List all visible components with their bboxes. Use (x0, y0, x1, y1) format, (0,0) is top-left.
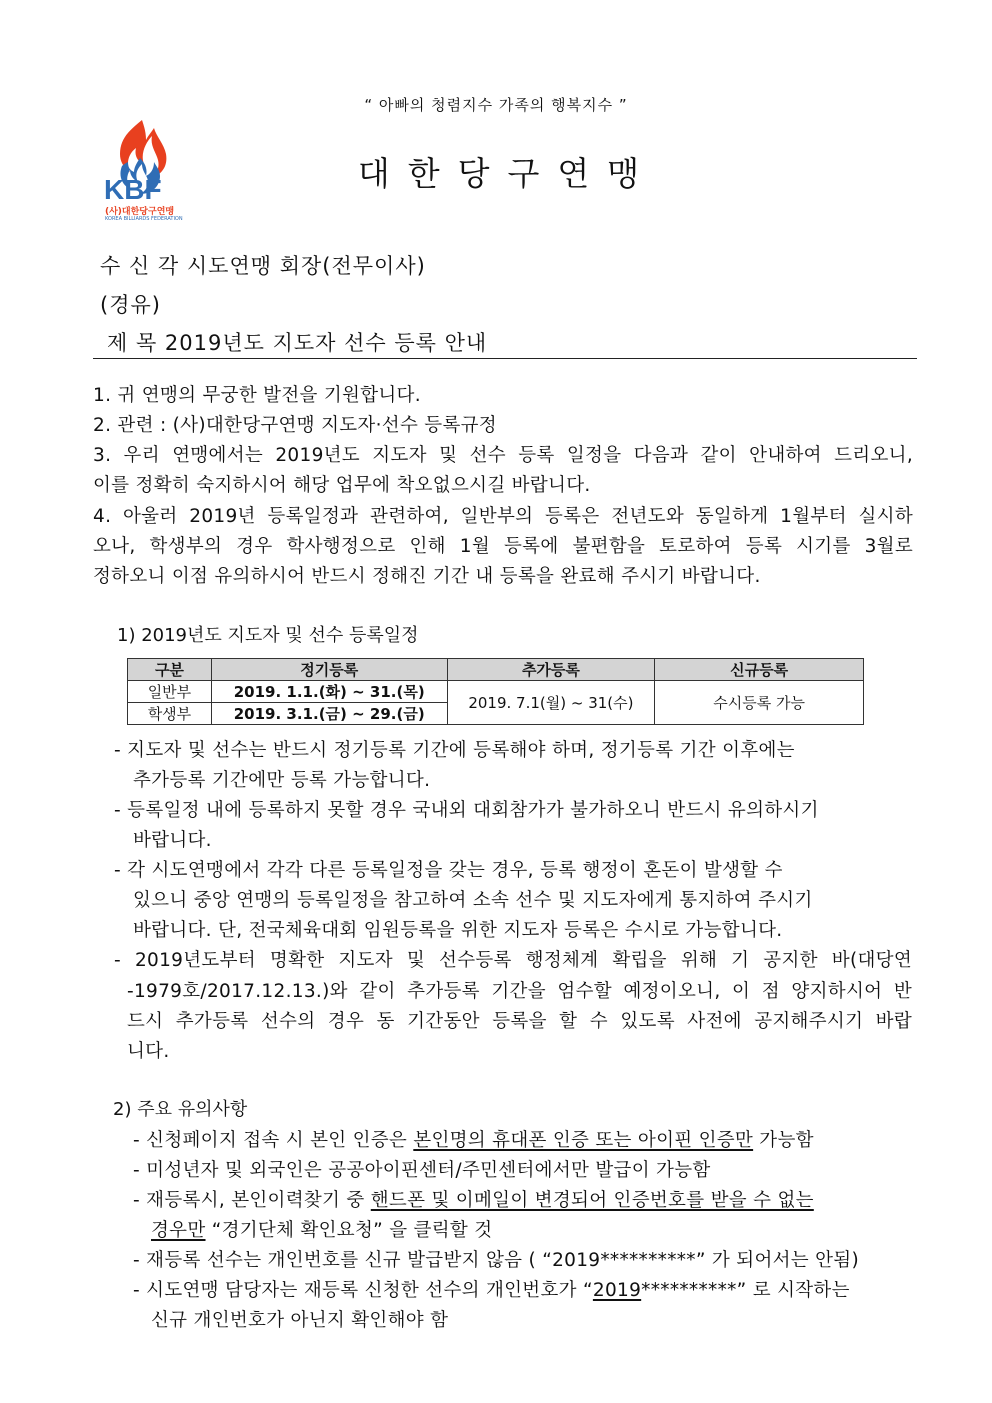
table-header-row (128, 659, 864, 681)
note-1-line-2: 추가등록 기간에만 등록 가능합니다. (133, 770, 431, 791)
caution-3-line-1 (133, 1186, 953, 1212)
note-4-line-3: 드시 추가등록 선수의 경우 동 기간동안 등록을 할 수 있도록 사전에 공지해주시기 바랍 (127, 1011, 912, 1032)
table-header: 추가등록 (447, 659, 655, 681)
table-header: 구분 (128, 659, 212, 681)
table-cell-additional: 2019. 7.1(월) ~ 31(수) (447, 681, 655, 725)
para-4-line-3: 정하오니 이점 유의하시어 반드시 정해진 기간 내 등록을 완료해 주시기 바랍니다. (93, 566, 761, 587)
note-1-line-1: - 지도자 및 선수는 반드시 정기등록 기간에 등록해야 하며, 정기등록 기간 이후에는 (114, 740, 795, 761)
table-header: 정기등록 (211, 659, 447, 681)
note-4-line-4: 니다. (127, 1041, 170, 1062)
table-cell-regular: 2019. 3.1.(금) ~ 29.(금) (211, 703, 447, 725)
organization-name: 대한당구연맹 (357, 154, 658, 193)
caution-1-post: 가능함 (753, 1130, 814, 1151)
logo-org-text: (사)대한당구연맹 (105, 207, 175, 217)
caution-5-emphasis: 2019 (592, 1280, 642, 1301)
para-3-line-2: 이를 정확히 숙지하시어 해당 업무에 착오없으시길 바랍니다. (93, 475, 591, 496)
caution-3-emphasis-2: 경우만 (151, 1220, 206, 1241)
logo-eng-text: KOREA BILLIARDS FEDERATION (105, 216, 183, 222)
table-header: 신규등록 (655, 659, 864, 681)
caution-3-line-2 (151, 1216, 971, 1242)
divider (93, 358, 917, 359)
caution-3-post: “경기단체 확인요청” 을 클릭할 것 (205, 1220, 493, 1241)
section-1-title: 1) 2019년도 지도자 및 선수 등록일정 (117, 625, 419, 646)
caution-4: - 재등록 선수는 개인번호를 신규 발급받지 않음 ( “2019**********” 가 되어서는 안됨) (133, 1250, 859, 1271)
note-3-line-3: 바랍니다. 단, 전국체육대회 임원등록을 위한 지도자 등록은 수시로 가능합니다. (133, 920, 783, 941)
para-3-line-1: 3. 우리 연맹에서는 2019년도 지도자 및 선수 등록 일정을 다음과 같이 안내하여 드리오니, (93, 445, 913, 466)
table-row (128, 681, 864, 703)
table-cell-group: 학생부 (128, 703, 212, 725)
recipient: 수 신 각 시도연맹 회장(전무이사) (100, 254, 426, 278)
caution-2: - 미성년자 및 외국인은 공공아이핀센터/주민센터에서만 발급이 가능함 (133, 1160, 711, 1181)
table-cell-new: 수시등록 가능 (655, 681, 864, 725)
caution-5-post: **********” 로 시작하는 (641, 1280, 850, 1301)
table-cell-group: 일반부 (128, 681, 212, 703)
caution-3-emphasis: 핸드폰 및 이메일이 변경되어 인증번호를 받을 수 없는 (370, 1190, 814, 1211)
para-1: 1. 귀 연맹의 무궁한 발전을 기원합니다. (93, 385, 421, 406)
para-4-line-1: 4. 아울러 2019년 등록일정과 관련하여, 일반부의 등록은 전년도와 동일하게 1월부터 실시하 (93, 506, 913, 527)
section-2-title: 2) 주요 유의사항 (113, 1099, 248, 1120)
caution-5-line-2: 신규 개인번호가 아닌지 확인해야 함 (151, 1310, 449, 1331)
caution-1-pre: - 신청페이지 접속 시 본인 인증은 (133, 1130, 414, 1151)
para-4-line-2: 오나, 학생부의 경우 학사행정으로 인해 1월 등록에 불편함을 토로하여 등록 시기를 3월로 (93, 536, 913, 557)
note-4-line-2: -1979호/2017.12.13.)와 같이 추가등록 기간을 엄수할 예정이오니, 이 점 양지하시어 반 (127, 981, 912, 1002)
via: (경유) (100, 293, 161, 317)
logo-kbf-text: KBF (104, 174, 162, 205)
table-cell-regular: 2019. 1.1.(화) ~ 31.(목) (211, 681, 447, 703)
note-3-line-1: - 각 시도연맹에서 각각 다른 등록일정을 갖는 경우, 등록 행정이 혼돈이 발생할 수 (114, 860, 783, 881)
note-2-line-1: - 등록일정 내에 등록하지 못할 경우 국내외 대회참가가 불가하오니 반드시 유의하시기 (114, 800, 819, 821)
note-4-line-1: - 2019년도부터 명확한 지도자 및 선수등록 행정체계 확립을 위해 기 공지한 바(대당연 (114, 950, 912, 971)
note-3-line-2: 있으니 중앙 연맹의 등록일정을 참고하여 소속 선수 및 지도자에게 통지하여 주시기 (133, 890, 813, 911)
slogan: “ 아빠의 청렴지수 가족의 행복지수 ” (364, 96, 628, 114)
caution-1 (133, 1126, 953, 1152)
note-2-line-2: 바랍니다. (133, 830, 212, 851)
caution-1-emphasis: 본인명의 휴대폰 인증 또는 아이핀 인증만 (413, 1130, 754, 1151)
schedule-table (127, 658, 864, 725)
para-2: 2. 관련 : (사)대한당구연맹 지도자·선수 등록규정 (93, 415, 497, 436)
caution-3-pre: - 재등록시, 본인이력찾기 중 (133, 1190, 371, 1211)
caution-5-pre: - 시도연맹 담당자는 재등록 신청한 선수의 개인번호가 “ (133, 1280, 593, 1301)
caution-5-line-1 (133, 1276, 953, 1302)
subject: 제 목 2019년도 지도자 선수 등록 안내 (107, 331, 488, 355)
